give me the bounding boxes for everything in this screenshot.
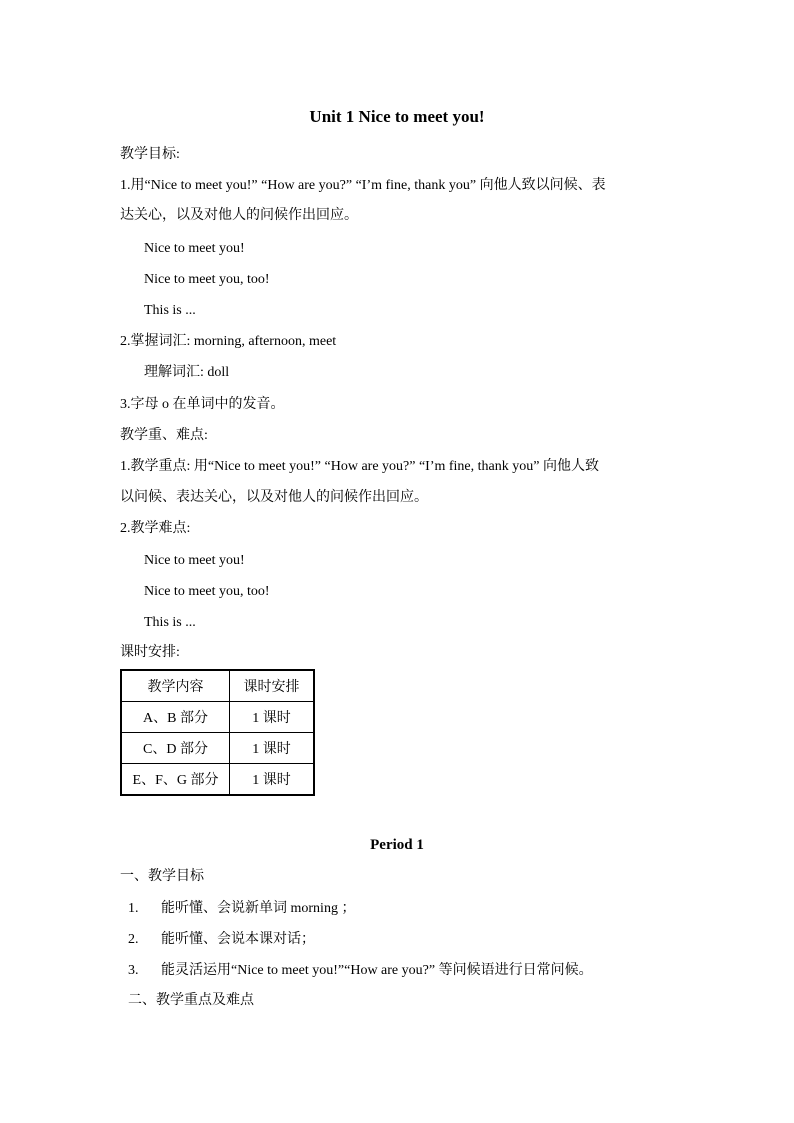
goal-3: 3.字母 o 在单词中的发音。 bbox=[120, 397, 285, 412]
goals-heading: 教学目标: bbox=[120, 147, 180, 162]
section-1-heading: 一、教学目标 bbox=[120, 869, 204, 884]
key-2: 2.教学难点: bbox=[120, 521, 191, 536]
table-cell: 1 课时 bbox=[230, 733, 315, 764]
table-cell: E、F、G 部分 bbox=[121, 764, 230, 796]
sentence-a-1: Nice to meet you! bbox=[144, 241, 245, 256]
schedule-table bbox=[120, 669, 315, 796]
keypoints-heading: 教学重、难点: bbox=[120, 428, 208, 443]
list-item-text: 能听懂、会说新单词 morning ； bbox=[161, 901, 356, 916]
table-row bbox=[121, 764, 314, 796]
table-cell: 1 课时 bbox=[230, 764, 315, 796]
list-item bbox=[128, 931, 315, 949]
table-row bbox=[121, 702, 314, 733]
table-cell: A、B 部分 bbox=[121, 702, 230, 733]
list-item-text: 能灵活运用“Nice to meet you!”“How are you?” 等问候语进行日常问候。 bbox=[161, 963, 593, 978]
table-header-cell: 课时安排 bbox=[230, 670, 315, 702]
list-item-number: 3. bbox=[128, 963, 139, 978]
table-cell: 1 课时 bbox=[230, 702, 315, 733]
list-item-number: 2. bbox=[128, 932, 139, 947]
document-title: Unit 1 Nice to meet you! bbox=[309, 107, 485, 126]
period-title: Period 1 bbox=[370, 837, 424, 853]
sentence-b-1: Nice to meet you! bbox=[144, 553, 245, 568]
sentence-b-2: Nice to meet you, too! bbox=[144, 584, 270, 599]
schedule-heading: 课时安排: bbox=[120, 645, 180, 660]
sentence-b-3: This is ... bbox=[144, 615, 196, 630]
table-header-cell: 教学内容 bbox=[121, 670, 230, 702]
sentence-a-2: Nice to meet you, too! bbox=[144, 272, 270, 287]
key-1-line-2: 以问候、表达关心，以及对他人的问候作出回应。 bbox=[120, 490, 428, 505]
list-item-number: 1. bbox=[128, 901, 139, 916]
list-item bbox=[128, 900, 355, 918]
goal-2: 2.掌握词汇: morning, afternoon, meet bbox=[120, 334, 337, 349]
list-item-text: 能听懂、会说本课对话； bbox=[161, 932, 315, 947]
list-item bbox=[128, 962, 593, 980]
table-cell: C、D 部分 bbox=[121, 733, 230, 764]
goal-1-line-2: 达关心，以及对他人的问候作出回应。 bbox=[120, 208, 358, 223]
table-header-row bbox=[121, 670, 314, 702]
section-2-heading: 二、教学重点及难点 bbox=[128, 993, 254, 1008]
goal-2-sub: 理解词汇: doll bbox=[144, 365, 230, 380]
key-1-line-1: 1.教学重点: 用“Nice to meet you!” “How are you?” “I’m fine, thank you” 向他人致 bbox=[120, 459, 599, 474]
sentence-a-3: This is ... bbox=[144, 303, 196, 318]
goal-1-line-1: 1.用“Nice to meet you!” “How are you?” “I’m fine, thank you” 向他人致以问候、表 bbox=[120, 178, 606, 193]
table-row bbox=[121, 733, 314, 764]
